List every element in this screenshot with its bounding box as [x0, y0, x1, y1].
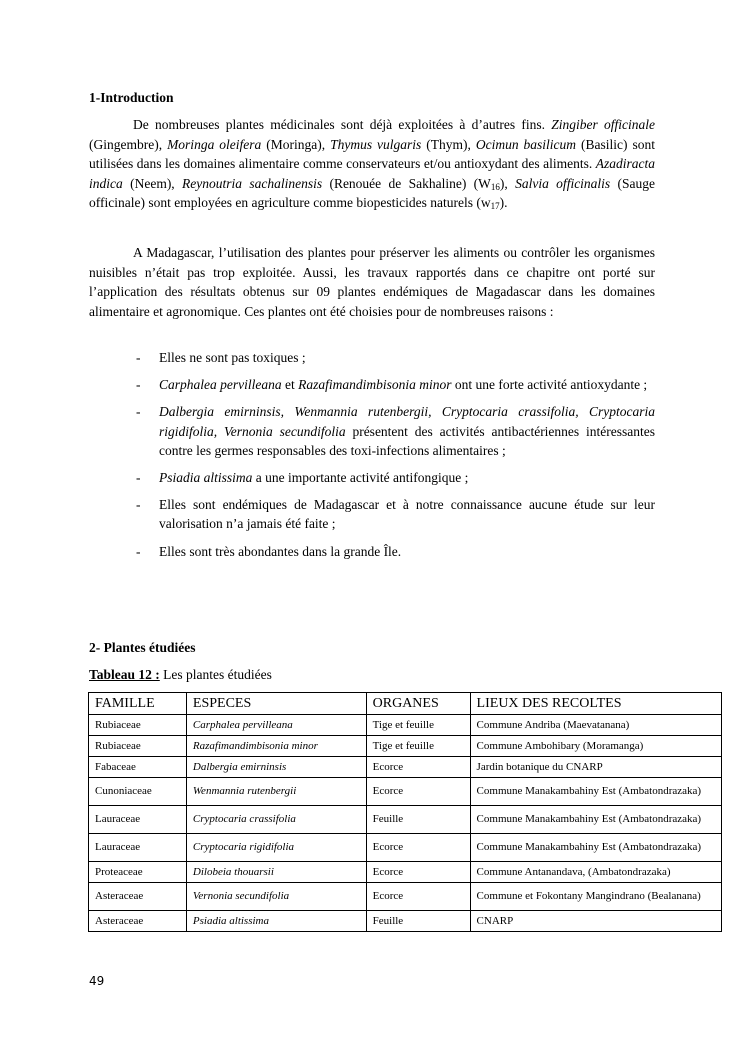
intro-paragraph-1: De nombreuses plantes médicinales sont déjà exploitées à d’autres fins. Zingiber officinale (Gingembre), Moringa oleifera (Moringa), Thymus vulgaris (Thym), Ocimun basilicum (Basilic) sont utilisées dans les domaines alimentaire comme conservateurs et/ou antioxydant des aliments. Azadiracta indica (Neem), Reynoutria sachalinensis (Renouée de Sakhaline) $(W_{16})$, Salvia officinalis (Sauge officinale) sont employées en agriculture comme biopesticides naturels $(w_{17})$. — [89, 117, 656, 212]
cell-famille: Lauraceae — [89, 806, 187, 834]
plants-table — [88, 692, 722, 932]
cell-lieu: Commune Ambohibary (Moramanga) — [470, 736, 721, 757]
cell-organe: Ecorce — [366, 834, 470, 862]
cell-famille: Asteraceae — [89, 883, 187, 911]
cell-espece: Psiadia altissima — [186, 911, 366, 932]
cell-organe: Ecorce — [366, 883, 470, 911]
section-heading-introduction: 1-Introduction — [89, 90, 174, 105]
table-caption: Tableau 12 : Les plantes étudiées — [89, 667, 272, 682]
column-header-especes: ESPECES — [186, 693, 366, 715]
page-number: 49 — [89, 974, 105, 988]
cell-organe: Ecorce — [366, 757, 470, 778]
cell-organe: Tige et feuille — [366, 736, 470, 757]
cell-organe: Feuille — [366, 911, 470, 932]
cell-lieu: Commune Manakambahiny Est (Ambatondrazaka) — [470, 834, 721, 862]
cell-espece: Cryptocaria rigidifolia — [186, 834, 366, 862]
cell-famille: Rubiaceae — [89, 736, 187, 757]
cell-organe: Ecorce — [366, 778, 470, 806]
table-row — [89, 862, 722, 883]
cell-organe: Ecorce — [366, 862, 470, 883]
column-header-organes: ORGANES — [366, 693, 470, 715]
cell-famille: Asteraceae — [89, 911, 187, 932]
cell-espece: Wenmannia rutenbergii — [186, 778, 366, 806]
table-row — [89, 834, 722, 862]
table-row — [89, 715, 722, 736]
cell-espece: Razafimandimbisonia minor — [186, 736, 366, 757]
cell-famille: Proteaceae — [89, 862, 187, 883]
cell-lieu: Commune et Fokontany Mangindrano (Bealanana) — [470, 883, 721, 911]
cell-lieu: Commune Manakambahiny Est (Ambatondrazaka) — [470, 778, 721, 806]
column-header-famille: FAMILLE — [89, 693, 187, 715]
list-item: - Psiadia altissima a une importante activité antifongique ; — [136, 470, 469, 486]
reasons-list — [136, 348, 655, 561]
table-row — [89, 806, 722, 834]
table-row — [89, 911, 722, 932]
cell-famille: Lauraceae — [89, 834, 187, 862]
cell-lieu: Commune Manakambahiny Est (Ambatondrazaka) — [470, 806, 721, 834]
intro-paragraph-2: A Madagascar, l’utilisation des plantes pour préserver les aliments ou contrôler les organismes nuisibles n’était pas trop exploitée. Aussi, les travaux rapportés dans ce chapitre ont porté sur l’application des résultats obtenus sur 09 plantes endémiques de Magadascar dans les domaines alimentaire et agronomique. Ces plantes ont été choisies pour de nombreuses raisons : — [89, 245, 655, 319]
table-row — [89, 778, 722, 806]
cell-espece: Dilobeia thouarsii — [186, 862, 366, 883]
cell-famille: Cunoniaceae — [89, 778, 187, 806]
cell-lieu: Commune Andriba (Maevatanana) — [470, 715, 721, 736]
cell-lieu: CNARP — [470, 911, 721, 932]
column-header-lieux: LIEUX DES RECOLTES — [470, 693, 721, 715]
cell-espece: Dalbergia emirninsis — [186, 757, 366, 778]
cell-lieu: Jardin botanique du CNARP — [470, 757, 721, 778]
table-row — [89, 736, 722, 757]
list-item: - Carphalea pervilleana et Razafimandimbisonia minor ont une forte activité antioxydante ; — [136, 377, 648, 393]
section-heading-plantes: 2- Plantes étudiées — [89, 640, 196, 655]
table-row — [89, 757, 722, 778]
table-row — [89, 883, 722, 911]
list-item: - Elles sont endémiques de Madagascar et à notre connaissance aucune étude sur leur valorisation n’a jamais été faite ; — [136, 497, 655, 532]
cell-espece: Cryptocaria crassifolia — [186, 806, 366, 834]
cell-famille: Fabaceae — [89, 757, 187, 778]
cell-espece: Carphalea pervilleana — [186, 715, 366, 736]
cell-espece: Vernonia secundifolia — [186, 883, 366, 911]
cell-organe: Feuille — [366, 806, 470, 834]
list-item: - Dalbergia emirninsis, Wenmannia rutenbergii, Cryptocaria crassifolia, Cryptocaria rigidifolia, Vernonia secundifolia présentent des activités antibactériennes intéressantes contre les germes responsables des toxi-infections alimentaires ; — [136, 404, 656, 458]
cell-organe: Tige et feuille — [366, 715, 470, 736]
list-item: - Elles sont très abondantes dans la grande Île. — [136, 543, 402, 559]
table-header-row — [89, 693, 722, 715]
cell-famille: Rubiaceae — [89, 715, 187, 736]
cell-lieu: Commune Antanandava, (Ambatondrazaka) — [470, 862, 721, 883]
list-item: - Elles ne sont pas toxiques ; — [136, 350, 306, 365]
